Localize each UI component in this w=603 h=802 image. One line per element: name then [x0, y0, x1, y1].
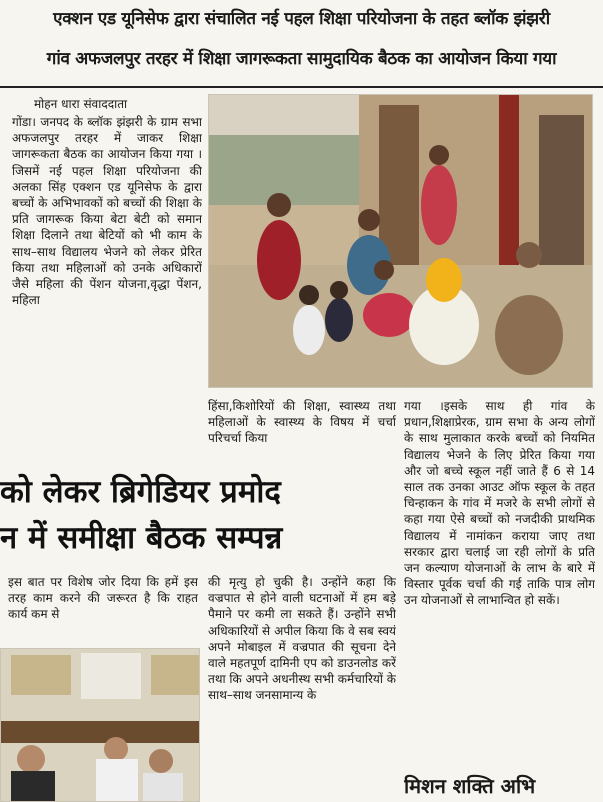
article-column-1: गोंडा। जनपद के ब्लॉक झंझरी के ग्राम सभा अफजलपुर तरहर में जाकर शिक्षा जागरूकता बैठक का आयोजन किया गया । जिसमें नई पहल शिक्षा परियोजना की अलका सिंह एक्शन एड यूनिसेफ के द्वारा बच्चों के अभिभावकों को बच्चों की शिक्षा के प्रति जागरूक किया बेटा बेटी को समान शिक्षा दिलाने तथा बेटियों को भी काम के साथ–साथ विद्यालय भेजने को लेकर प्रेरित किया तथा महिलाओं को उनके अधिकारों जैसे महिला की पेंशन योजना,वृद्धा पेंशन, महिला	[12, 115, 202, 308]
bottom-headline: मिशन शक्ति अभि	[404, 774, 536, 798]
header-rule	[0, 86, 603, 88]
article-column-2: हिंसा,किशोरियों की शिक्षा, स्वास्थ्य तथा महिलाओं के स्वास्थ्य के विषय में चर्चा परिचर्चा किया	[208, 399, 396, 446]
review-meeting-photo	[0, 648, 200, 802]
second-headline-line-1: को लेकर ब्रिगेडियर प्रमोद	[0, 474, 281, 510]
meeting-photo	[208, 94, 593, 388]
byline: मोहन धारा संवाददाता	[34, 97, 128, 111]
second-article-column-2: की मृत्यु हो चुकी है। उन्होंने कहा कि वज्रपात से होने वाली घटनाओं में हम बड़े पैमाने पर कमी ला सकते हैं। उन्होंने सभी अधिकारियों से अपील किया कि वे सब स्वयं अपने मोबाइल में वज्रपात की सूचना देने वाले महतपूर्ण दामिनी एप को डाउनलोड करें तथा कि अपने अधनीस्थ सभी कर्मचारियों के साथ–साथ जनसामान्य के	[208, 575, 396, 703]
headline-line-1: एक्शन एड यूनिसेफ द्वारा संचालित नई पहल शिक्षा परियोजना के तहत ब्लॉक झंझरी	[53, 9, 550, 29]
headline-line-2: गांव अफजलपुर तरहर में शिक्षा जागरूकता सामुदायिक बैठक का आयोजन किया गया	[46, 49, 557, 69]
second-article-column-1: इस बात पर विशेष जोर दिया कि हमें इस तरह काम करने की जरूरत है कि राहत कार्य कम से	[8, 575, 198, 622]
article-column-3: गया ।इसके साथ ही गांव के प्रधान,शिक्षाप्रेरक, ग्राम सभा के अन्य लोगों के साथ मुलाकात करके बच्चों को नियमित विद्यालय भेजने के लिए प्रेरित किया गया और जो बच्चे स्कूल नहीं जाते हैं 6 से 14 साल तक उनका आउट ऑफ स्कूल के तहत चिन्हाकन के गांव में मजरे के सभी लोगों से कहा गया ऐसे बच्चों को नजदीकी प्राथमिक विद्यालय में नामांकन कराया जाए तथा सरकार द्वारा चलाई जा रही लोगों के प्रति जन कल्याण योजनाओं के लाभ के बारे में विस्तार पूर्वक चर्चा की गई ताकि पात्र लोग उन योजनाओं से लाभान्वित हो सकें।	[404, 399, 595, 608]
second-headline-line-2: न में समीक्षा बैठक सम्पन्न	[0, 520, 283, 556]
